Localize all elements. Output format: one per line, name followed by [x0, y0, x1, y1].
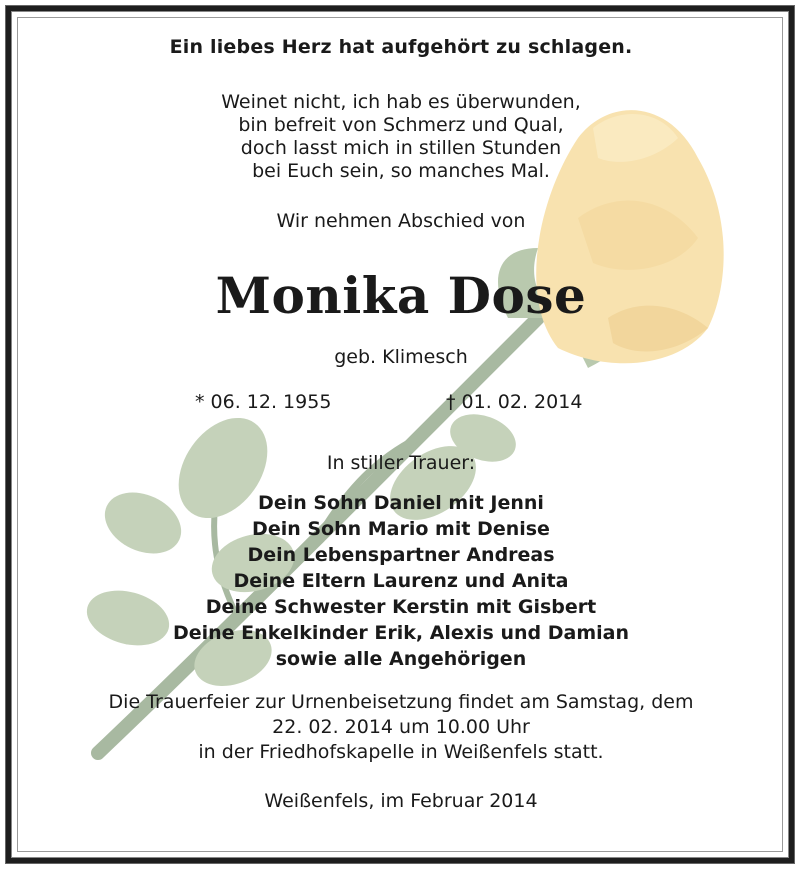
ceremony-line: Die Trauerfeier zur Urnenbeisetzung findet am Samstag, dem — [108, 691, 694, 713]
obituary-notice — [17, 17, 783, 852]
deceased-name: Monika Dose — [215, 266, 587, 325]
family-member: Deine Eltern Laurenz und Anita — [233, 570, 569, 592]
birth-date: * 06. 12. 1955 — [195, 391, 332, 413]
headline: Ein liebes Herz hat aufgehört zu schlagen. — [169, 36, 633, 58]
family-member: Dein Sohn Daniel mit Jenni — [258, 492, 544, 514]
family-member: sowie alle Angehörigen — [275, 648, 527, 670]
family-member: Dein Sohn Mario mit Denise — [252, 518, 550, 540]
verse-line: Weinet nicht, ich hab es überwunden, — [221, 91, 581, 113]
ceremony-line: in der Friedhofskapelle in Weißenfels statt. — [198, 741, 604, 763]
family-member: Dein Lebenspartner Andreas — [247, 544, 555, 566]
ceremony-line: 22. 02. 2014 um 10.00 Uhr — [272, 716, 530, 738]
verse-line: bei Euch sein, so manches Mal. — [252, 160, 550, 182]
family-member: Deine Enkelkinder Erik, Alexis und Damian — [172, 622, 630, 644]
family-member: Deine Schwester Kerstin mit Gisbert — [205, 596, 597, 618]
farewell-text: Wir nehmen Abschied von — [276, 210, 526, 232]
verse-line: doch lasst mich in stillen Stunden — [240, 137, 562, 159]
verse-line: bin befreit von Schmerz und Qual, — [238, 114, 564, 136]
mourning-label: In stiller Trauer: — [326, 452, 476, 474]
death-date: † 01. 02. 2014 — [446, 391, 583, 413]
notice-text — [18, 18, 783, 852]
place-date: Weißenfels, im Februar 2014 — [264, 790, 538, 812]
maiden-name: geb. Klimesch — [334, 346, 468, 368]
